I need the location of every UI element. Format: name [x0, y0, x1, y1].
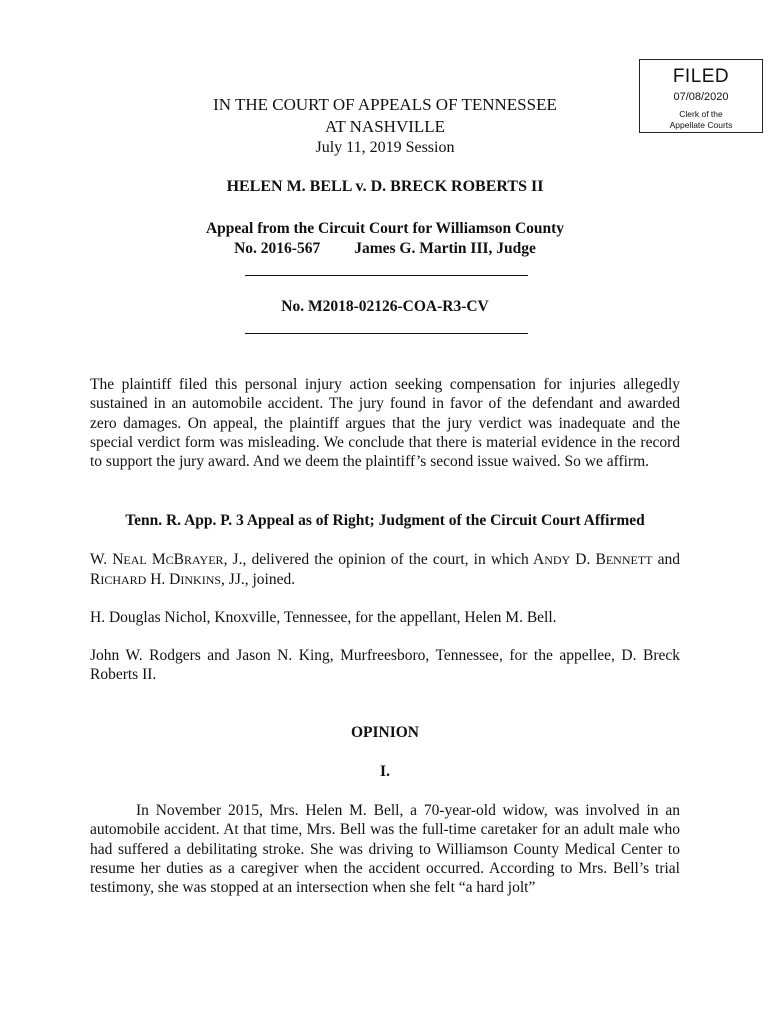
court-location: AT NASHVILLE: [324, 117, 446, 136]
filed-label: FILED: [672, 66, 730, 87]
counsel-appellant: H. Douglas Nichol, Knoxville, Tennessee, for the appellant, Helen M. Bell.: [90, 609, 557, 626]
appeal-from: Appeal from the Circuit Court for Williamson County: [205, 220, 565, 237]
session-date: July 11, 2019 Session: [315, 139, 455, 156]
body-paragraph: In November 2015, Mrs. Helen M. Bell, a 70-year-old widow, was involved in an automobile accident. At that time, Mrs. Bell was the full-time caretaker for an adult male who had suffered a debilitating stroke. She was driving to Williamson County Medical Center to resume her duties as a caregiver when the accident occurred. According to Mrs. Bell’s trial testimony, she was stopped at an intersection when she felt “a hard jolt”: [90, 802, 680, 897]
filed-date: 07/08/2020: [673, 91, 729, 103]
trial-judge: James G. Martin III, Judge: [354, 240, 536, 257]
stamp-courts-line: Appellate Courts: [669, 120, 733, 130]
divider-top: [245, 275, 528, 276]
docket-number: No. M2018-02126-COA-R3-CV: [281, 298, 489, 315]
authorship-paragraph: W. NEAL MCBRAYER, J., delivered the opinion of the court, in which ANDY D. BENNETT and RICHARD H. DINKINS, JJ., joined.: [90, 551, 680, 589]
divider-bottom: [245, 333, 528, 334]
case-caption: HELEN M. BELL v. D. BRECK ROBERTS II: [226, 178, 544, 195]
opinion-heading: OPINION: [350, 724, 420, 741]
trial-court-line: [0, 240, 770, 258]
stamp-clerk-line: Clerk of the: [679, 109, 723, 119]
counsel-appellee: John W. Rodgers and Jason N. King, Murfreesboro, Tennessee, for the appellee, D. Breck Roberts II.: [90, 647, 680, 684]
summary-paragraph: The plaintiff filed this personal injury action seeking compensation for injuries allegedly sustained in an automobile accident. The jury found in favor of the defendant and awarded zero damages. On appeal, the plaintiff argues that the jury verdict was inadequate and the special verdict form was misleading. We conclude that there is material evidence in the record to support the jury award. And we deem the plaintiff’s second issue waived. So we affirm.: [90, 376, 680, 471]
section-heading: I.: [380, 763, 390, 780]
court-name: IN THE COURT OF APPEALS OF TENNESSEE: [213, 95, 557, 114]
trial-number: No. 2016-567: [234, 240, 321, 257]
disposition-line: Tenn. R. App. P. 3 Appeal as of Right; Judgment of the Circuit Court Affirmed: [125, 512, 645, 529]
